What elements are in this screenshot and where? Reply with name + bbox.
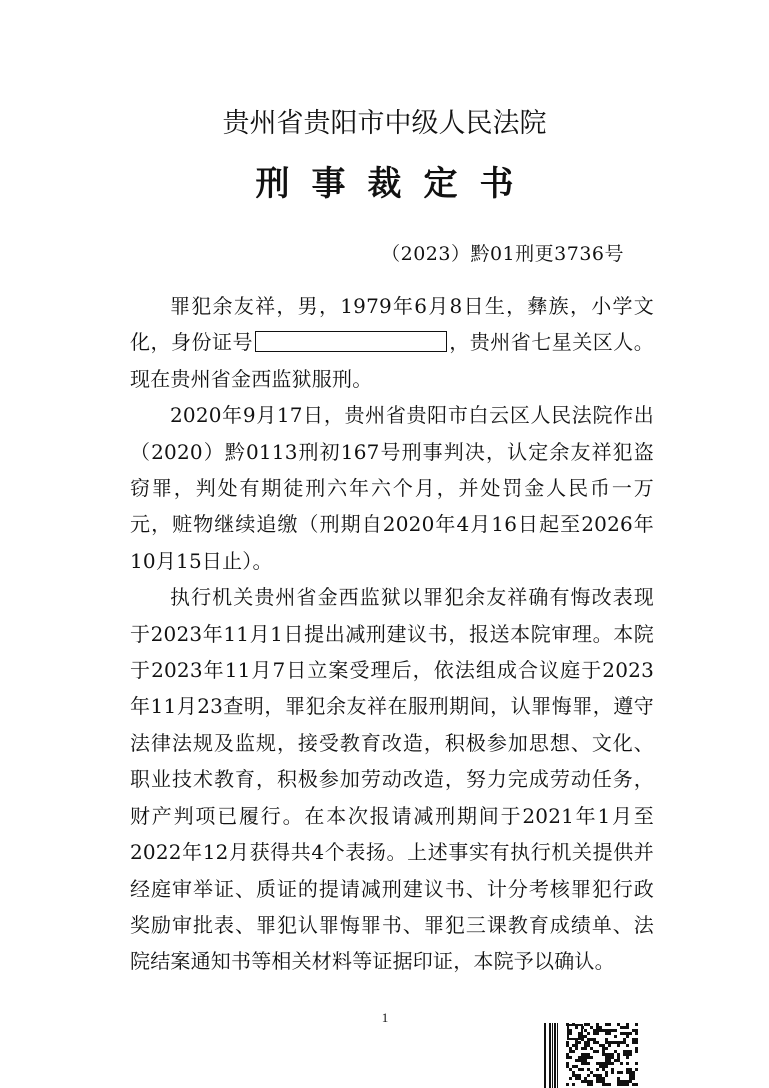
document-title: 刑事裁定书: [255, 164, 536, 204]
paragraph-defendant: [130, 288, 654, 397]
document-body: [130, 288, 654, 980]
case-number: （2023）黔01刑更3736号: [381, 243, 624, 265]
court-name: 贵州省贵阳市中级人民法院: [222, 108, 547, 139]
paragraph-findings: 执行机关贵州省金西监狱以罪犯余友祥确有悔改表现于2023年11月1日提出减刑建议书，报送本院审理。本院于2023年11月7日立案受理后，依法组成合议庭于2023年11月23查明，罪犯余友祥在服刑期间，认罪悔罪，遵守法律法规及监规，接受教育改造，积极参加思想、文化、职业技术教育，积极参加劳动改造，努力完成劳动任务，财产判项已履行。在本次报请减刑期间于2021年1月至2022年12月获得共4个表扬。上述事实有执行机关提供并经庭审举证、质证的提请减刑建议书、计分考核罪犯行政奖励审批表、罪犯认罪悔罪书、罪犯三课教育成绩单、法院结案通知书等相关材料等证据印证，本院予以确认。: [130, 585, 654, 974]
redacted-id-box: [255, 331, 447, 352]
qr-code-icon: [544, 1023, 640, 1088]
page-number: 1: [381, 1010, 389, 1025]
paragraph-original-judgment: 2020年9月17日，贵州省贵阳市白云区人民法院作出（2020）黔0113刑初167号刑事判决，认定余友祥犯盗窃罪，判处有期徒刑六年六个月，并处罚金人民币一万元，赃物继续追缴（刑期自2020年4月16日起至2026年10月15日止）。: [130, 403, 654, 573]
defendant-info: 罪犯余友祥，男，1979年6月8日生，彝族，小学文化，身份证号: [130, 294, 654, 355]
defendant-residence: ，贵州省七星关区人。现在贵州省金西监狱服刑。: [130, 330, 654, 391]
